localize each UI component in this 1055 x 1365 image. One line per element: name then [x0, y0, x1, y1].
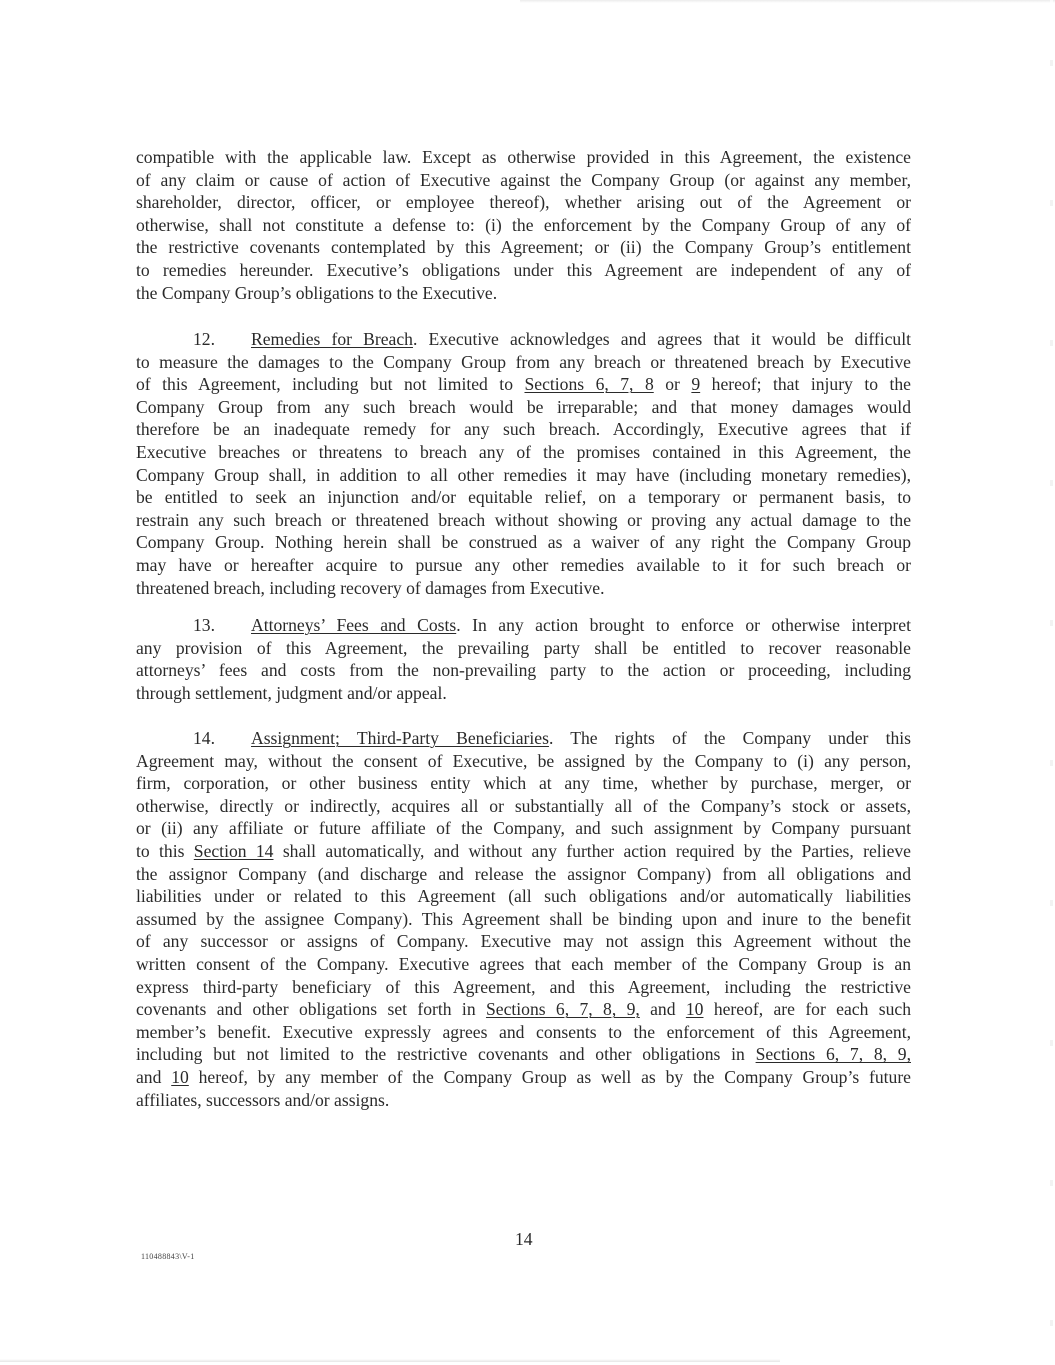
- section-reference: 10: [171, 1066, 189, 1087]
- text-run: including but not limited to the restrictive covenants and other obligations in: [136, 1044, 756, 1065]
- text-line: express third-party beneficiary of this Agreement, and this Agreement, including the restrictive: [136, 976, 911, 997]
- section-12-remedies-for-breach: [136, 328, 911, 599]
- text-line: Company Group. Nothing herein shall be construed as a waiver of any right the Company Group: [136, 532, 911, 553]
- text-line: [136, 998, 911, 1021]
- text-line: Company Group from any such breach would be irreparable; and that money damages would: [136, 396, 911, 417]
- document-id: 110488843\V-1: [141, 1252, 195, 1261]
- text-line: Executive breaches or threatens to breach any of the promises contained in this Agreement, the: [136, 441, 911, 462]
- section-13-attorneys-fees: [136, 614, 911, 704]
- text-line: may have or hereafter acquire to pursue any other remedies available to it for such breach or: [136, 554, 911, 575]
- text-line: to remedies hereunder. Executive’s obligations under this Agreement are independent of any of: [136, 259, 911, 280]
- text-line: the Company Group’s obligations to the Executive.: [136, 282, 498, 303]
- text-line: otherwise, shall not constitute a defense to: (i) the enforcement by the Company Group of any of: [136, 214, 911, 235]
- text-line: the assignor Company (and discharge and release the assignor Company) from all obligations and: [136, 863, 911, 884]
- text-run: . In any action brought to enforce or otherwise interpret: [456, 615, 911, 635]
- text-line: Agreement may, without the consent of Executive, be assigned by the Company to (i) any person,: [136, 750, 911, 771]
- text-run: or: [653, 374, 692, 395]
- text-line: the restrictive covenants contemplated by this Agreement; or (ii) the Company Group’s entitlement: [136, 237, 911, 258]
- text-line: threatened breach, including recovery of damages from Executive.: [136, 577, 605, 598]
- text-line: attorneys’ fees and costs from the non-prevailing party to the action or proceeding, including: [136, 660, 911, 681]
- text-line: [136, 727, 911, 750]
- text-line: of any claim or cause of action of Executive against the Company Group (or against any member,: [136, 169, 911, 190]
- text-run: . The rights of the Company under this: [548, 728, 911, 748]
- text-run: hereof, by any member of the Company Group as well as by the Company Group’s future: [188, 1066, 911, 1087]
- scan-artifact-top: [520, 0, 1055, 3]
- text-line: of any successor or assigns of Company. Executive may not assign this Agreement without the: [136, 931, 911, 952]
- text-line: assumed by the assignee Company). This Agreement shall be binding upon and inure to the benefit: [136, 908, 911, 929]
- section-number: 12.: [193, 329, 215, 349]
- text-run: covenants and other obligations set forth in: [136, 999, 486, 1020]
- text-run: and: [639, 999, 686, 1020]
- text-line: Company Group shall, in addition to all other remedies it may have (including monetary remedies),: [136, 464, 911, 485]
- text-run: and: [136, 1066, 172, 1087]
- section-reference: Sections 6, 7, 8, 9,: [755, 1044, 911, 1065]
- text-line: otherwise, directly or indirectly, acquires all or substantially all of the Company’s stock or assets,: [136, 795, 911, 816]
- text-line: be entitled to seek an injunction and/or equitable relief, on a temporary or permanent basis, to: [136, 487, 911, 508]
- text-run: hereof, are for each such: [703, 999, 912, 1020]
- text-run: hereof; that injury to the: [700, 374, 911, 395]
- text-line: or (ii) any affiliate or future affiliate of the Company, and such assignment by Company pursuant: [136, 818, 911, 839]
- continuation-paragraph: [136, 146, 911, 304]
- text-line: any provision of this Agreement, the prevailing party shall be entitled to recover reasonable: [136, 637, 911, 658]
- text-line: restrain any such breach or threatened breach without showing or proving any actual damage to the: [136, 509, 911, 530]
- text-line: [136, 328, 911, 351]
- section-reference: Sections 6, 7, 8: [524, 374, 654, 395]
- scan-artifact-bottom: [0, 1359, 780, 1362]
- text-run: . Executive acknowledges and agrees that it would be difficult: [412, 329, 912, 349]
- text-line: written consent of the Company. Executive agrees that each member of the Company Group is an: [136, 953, 911, 974]
- text-line: member’s benefit. Executive expressly agrees and consents to the enforcement of this Agreement,: [136, 1021, 911, 1042]
- text-run: shall automatically, and without any further action required by the Parties, relieve: [273, 840, 911, 861]
- text-line: shareholder, director, officer, or employee thereof), whether arising out of the Agreement or: [136, 192, 911, 213]
- section-heading: Assignment; Third-Party Beneficiaries: [251, 728, 549, 748]
- section-reference: 10: [685, 999, 704, 1020]
- text-line: compatible with the applicable law. Except as otherwise provided in this Agreement, the existence: [136, 147, 911, 167]
- text-line: liabilities under or related to this Agreement (all such obligations and/or automatically liabilities: [136, 886, 911, 907]
- section-number: 13.: [193, 615, 215, 635]
- text-line: [136, 1043, 911, 1066]
- page-number: 14: [515, 1229, 533, 1249]
- text-line: [136, 1066, 911, 1089]
- text-line: through settlement, judgment and/or appeal.: [136, 682, 447, 703]
- section-reference: Sections 6, 7, 8, 9,: [485, 999, 640, 1020]
- text-line: [136, 614, 911, 637]
- text-run: of this Agreement, including but not limited to: [136, 374, 525, 395]
- text-line: [136, 840, 911, 863]
- text-line: affiliates, successors and/or assigns.: [136, 1089, 390, 1110]
- section-14-assignment: [136, 727, 911, 1111]
- section-heading: Attorneys’ Fees and Costs: [251, 615, 457, 635]
- scan-artifact-right: [1050, 0, 1053, 1365]
- text-run: to this: [136, 840, 194, 861]
- text-line: [136, 373, 911, 396]
- section-reference: 9: [691, 374, 701, 395]
- text-line: therefore be an inadequate remedy for any such breach. Accordingly, Executive agrees that if: [136, 419, 911, 440]
- section-number: 14.: [193, 728, 215, 748]
- text-line: to measure the damages to the Company Group from any breach or threatened breach by Executive: [136, 351, 911, 372]
- section-reference: Section 14: [193, 840, 274, 861]
- text-line: firm, corporation, or other business entity which at any time, whether by purchase, merger, or: [136, 773, 911, 794]
- section-heading: Remedies for Breach: [251, 329, 413, 349]
